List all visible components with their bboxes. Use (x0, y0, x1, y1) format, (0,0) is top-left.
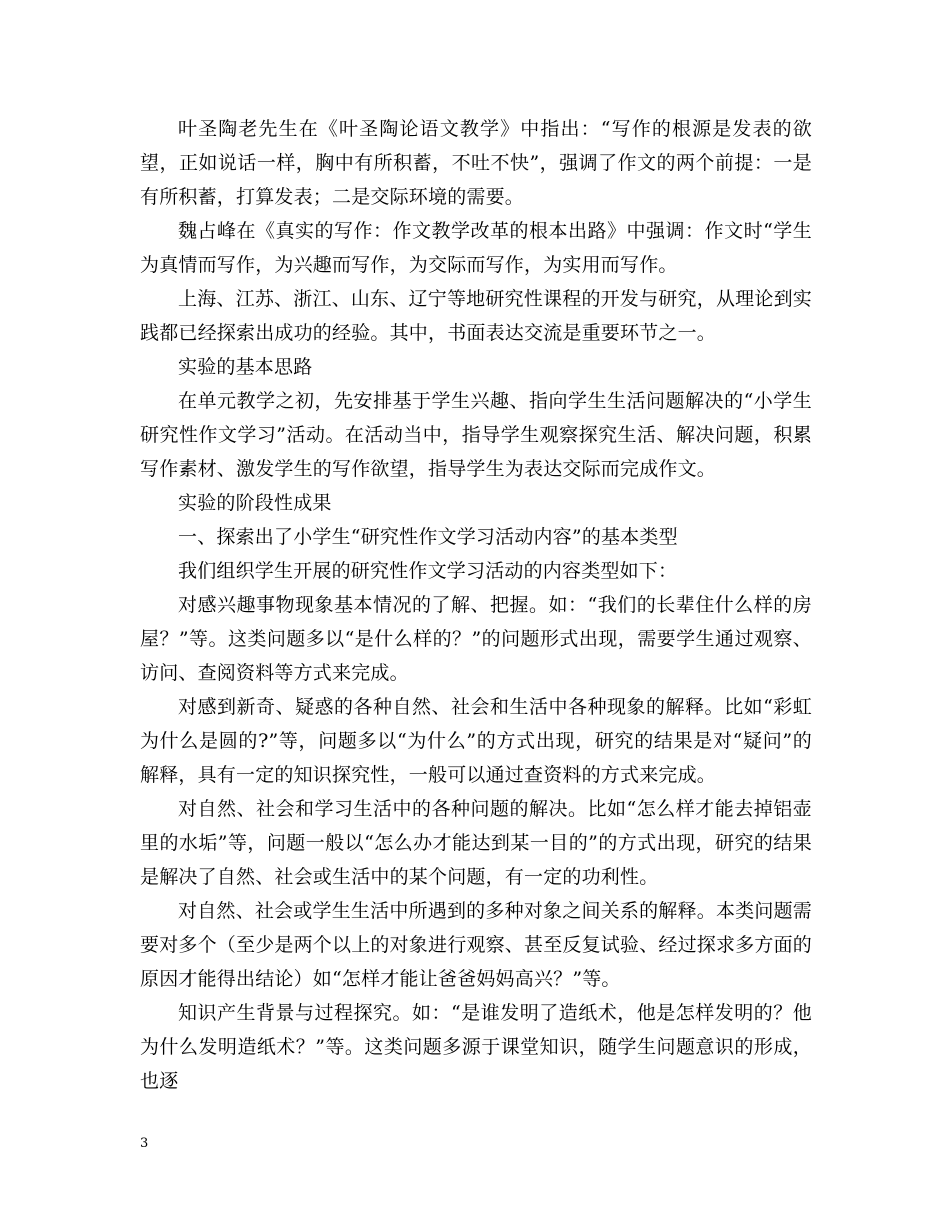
paragraph-type-understanding: 对感兴趣事物现象基本情况的了解、把握。如：“我们的长辈住什么样的房屋？”等。这类问题多以“是什么样的？”的问题形式出现，需要学生通过观察、访问、查阅资料等方式来完成。 (140, 594, 812, 684)
paragraph-content-types-intro: 我们组织学生开展的研究性作文学习活动的内容类型如下： (178, 560, 678, 582)
paragraph-basic-approach: 在单元教学之初，先安排基于学生兴趣、指向学生生活问题解决的“小学生研究性作文学习”活动。在活动当中，指导学生观察探究生活、解决问题，积累写作素材、激发学生的写作欲望，指导学生为表达交际而完成作文。 (140, 390, 812, 480)
subheading-content-types: 一、探索出了小学生“研究性作文学习活动内容”的基本类型 (178, 526, 678, 548)
paragraph-ye-shengtao-quote: 叶圣陶老先生在《叶圣陶论语文教学》中指出：“写作的根源是发表的欲望，正如说话一样，胸中有所积蓄，不吐不快”，强调了作文的两个前提：一是有所积蓄，打算发表；二是交际环境的需要。 (140, 118, 812, 208)
paragraph-type-explanation: 对感到新奇、疑惑的各种自然、社会和生活中各种现象的解释。比如“彩虹为什么是圆的?”等，问题多以“为什么”的方式出现，研究的结果是对“疑问”的解释，具有一定的知识探究性，一般可以通过查资料的方式来完成。 (140, 696, 812, 786)
paragraph-wei-zhanfeng-quote: 魏占峰在《真实的写作：作文教学改革的根本出路》中强调：作文时“学生为真情而写作，为兴趣而写作，为交际而写作，为实用而写作。 (140, 220, 812, 276)
section-heading-basic-approach: 实验的基本思路 (178, 356, 313, 378)
paragraph-regional-research: 上海、江苏、浙江、山东、辽宁等地研究性课程的开发与研究，从理论到实践都已经探索出成功的经验。其中，书面表达交流是重要环节之一。 (140, 288, 812, 344)
page-number: 3 (140, 1136, 149, 1151)
paragraph-type-relationships: 对自然、社会或学生生活中所遇到的多种对象之间关系的解释。本类问题需要对多个（至少是两个以上的对象进行观察、甚至反复试验、经过探求多方面的原因才能得出结论）如“怎样才能让爸爸妈妈高兴？”等。 (140, 900, 813, 990)
section-heading-phase-results: 实验的阶段性成果 (178, 492, 332, 514)
document-body (140, 112, 812, 1098)
paragraph-type-problem-solving: 对自然、社会和学习生活中的各种问题的解决。比如“怎么样才能去掉铝壶里的水垢”等，问题一般以“怎么办才能达到某一目的”的方式出现，研究的结果是解决了自然、社会或生活中的某个问题，有一定的功利性。 (140, 798, 812, 888)
paragraph-type-knowledge-origin: 知识产生背景与过程探究。如：“是谁发明了造纸术，他是怎样发明的？他为什么发明造纸术？”等。这类问题多源于课堂知识，随学生问题意识的形成，也逐 (140, 1002, 812, 1092)
